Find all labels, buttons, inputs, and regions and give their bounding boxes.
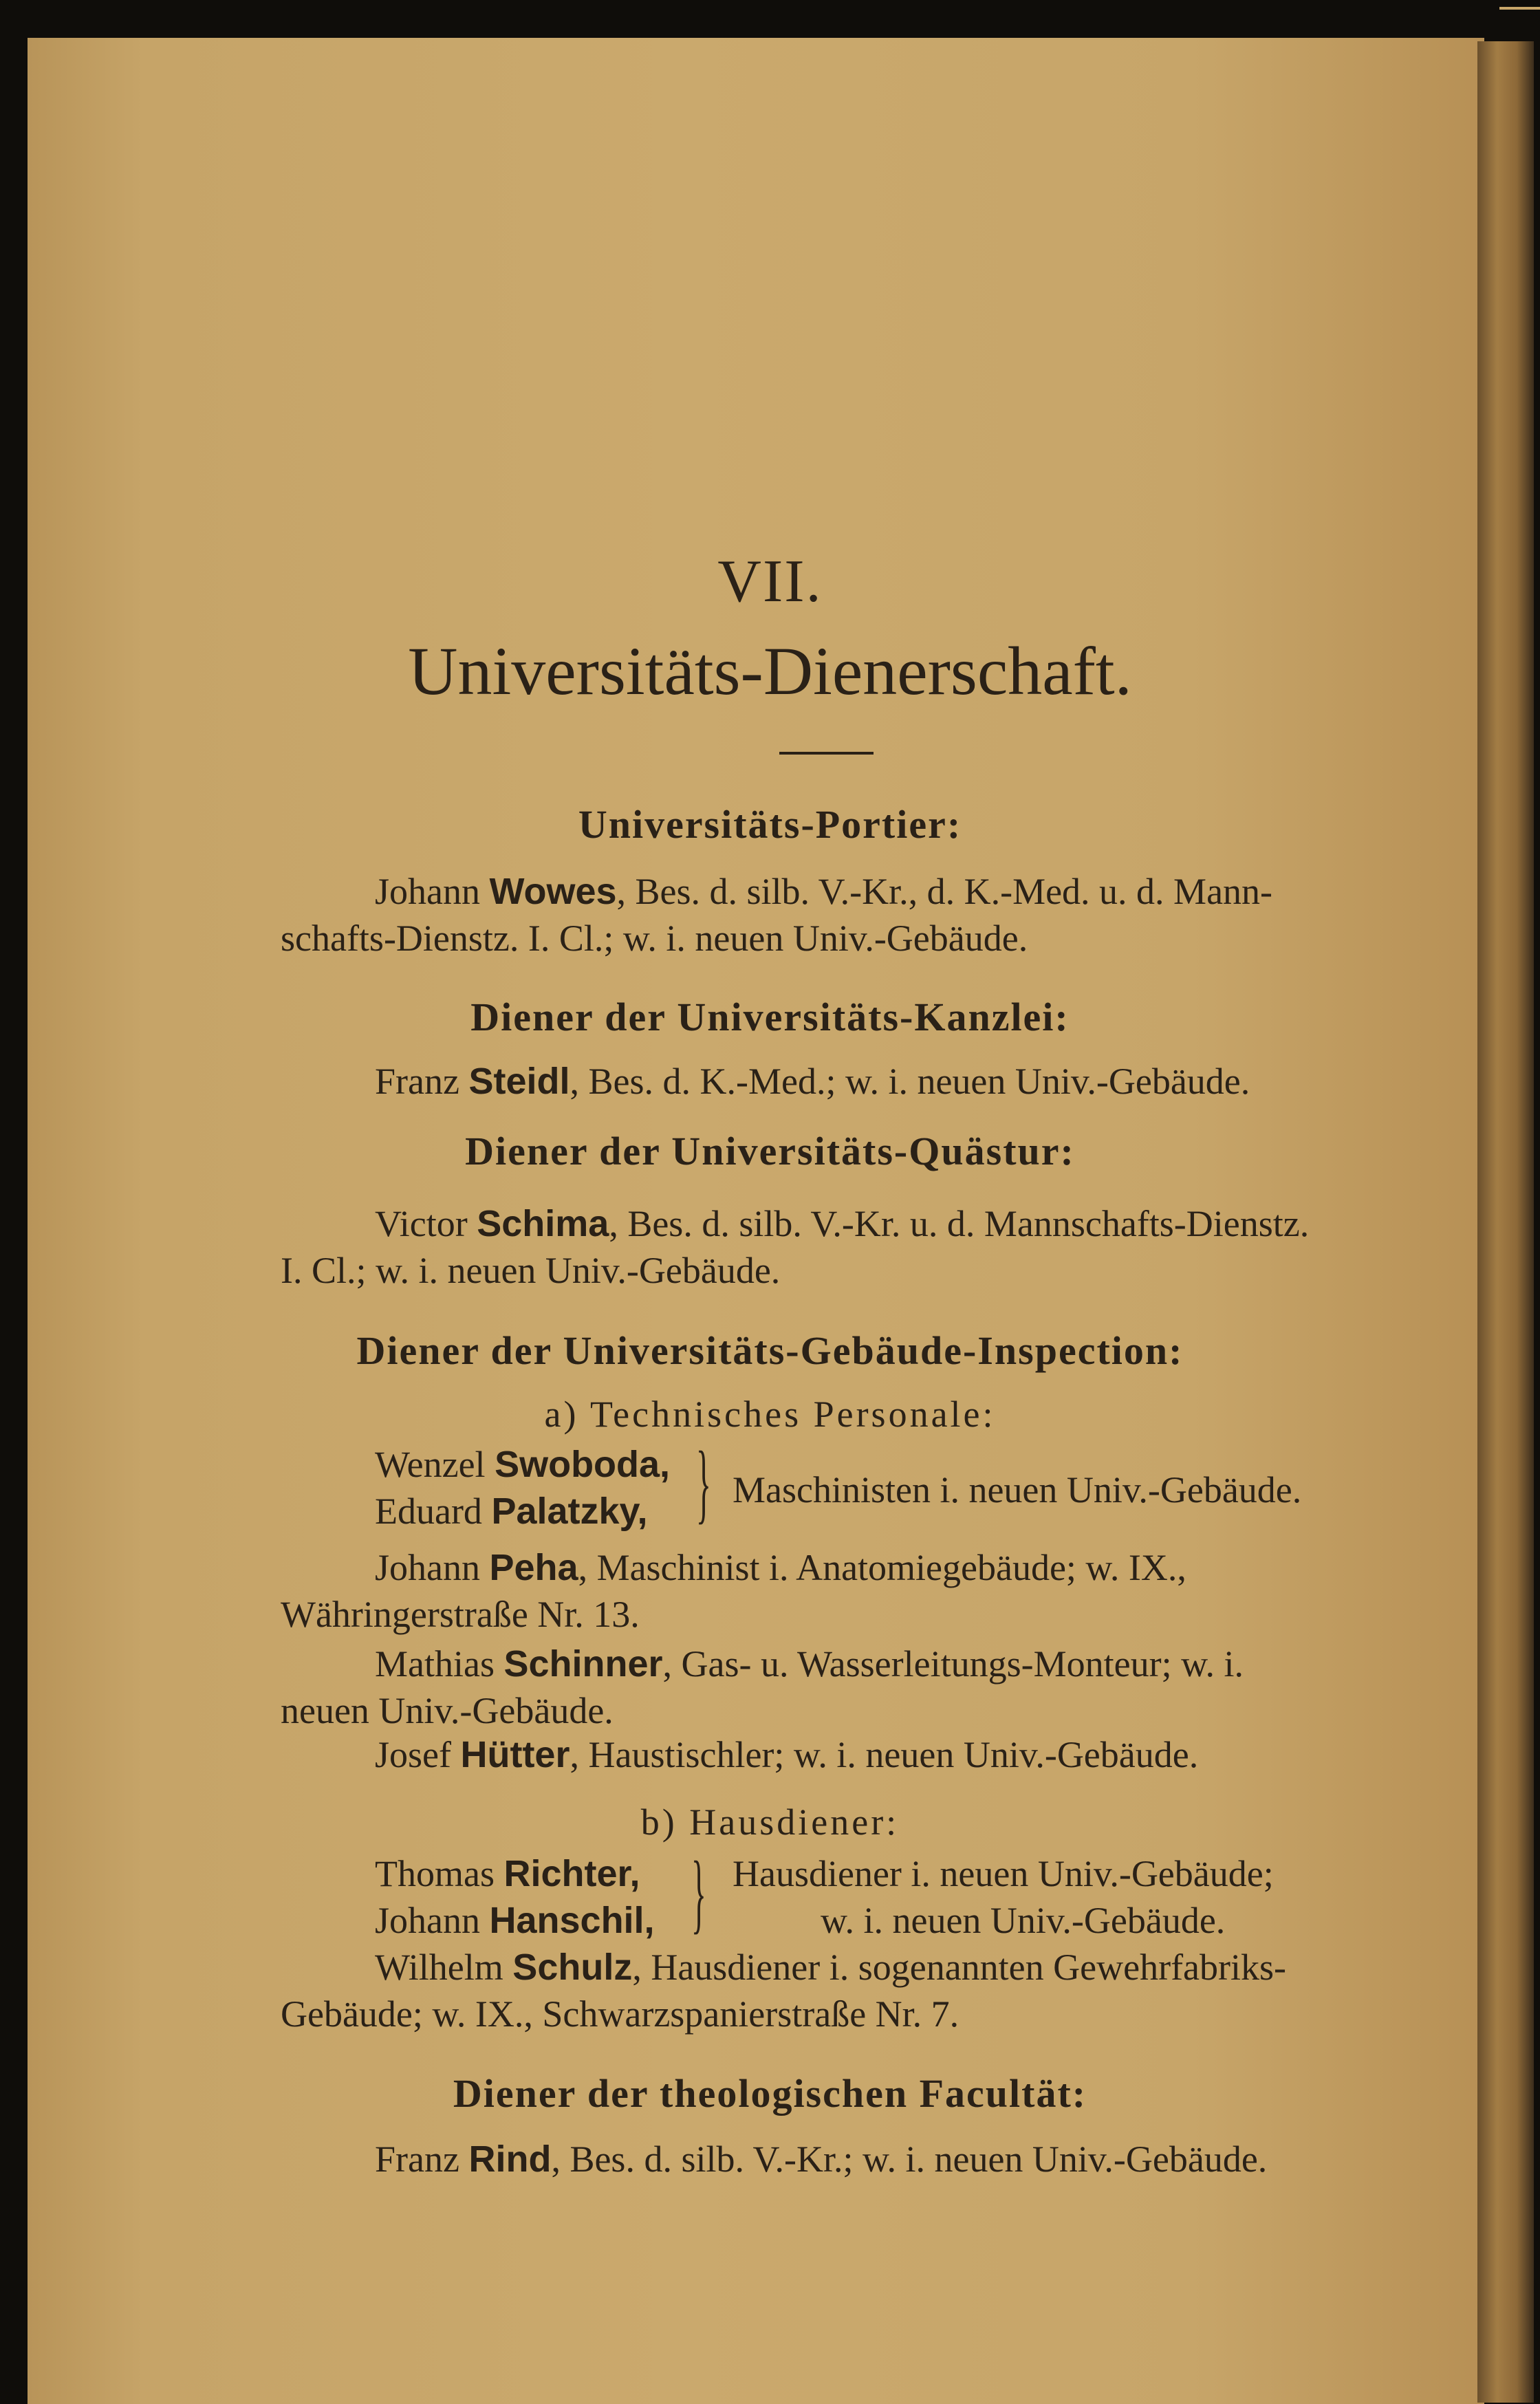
entry-portier (281, 868, 1374, 962)
entry-text: , Bes. d. silb. V.-Kr., d. K.-Med. u. d. Mann- (616, 871, 1273, 912)
subsection-technisch: a) Technisches Personale: (544, 1394, 996, 1435)
section-heading-inspection: Diener der Universitäts-Gebäude-Inspection: (356, 1328, 1184, 1373)
first-name: Johann (375, 1900, 480, 1941)
entry-line (281, 1544, 1374, 1591)
subsection-hausdiener: b) Hausdiener: (640, 1801, 900, 1843)
entry-line (281, 1944, 1374, 1991)
first-name: Wenzel (375, 1444, 486, 1485)
group-maschinisten-names (375, 1441, 670, 1535)
entry-line (281, 1731, 1374, 1778)
grouping-brace: } (691, 1843, 706, 1942)
entry-text: , Haustischler; w. i. neuen Univ.-Gebäude. (570, 1734, 1199, 1775)
entry-text: , Hausdiener i. sogenannten Gewehrfabriks- (632, 1947, 1286, 1988)
entry-schinner (281, 1640, 1374, 1734)
group-hausdiener-desc (733, 1850, 1274, 1944)
surname: Palatzky, (491, 1491, 648, 1532)
surname: Peha (489, 1547, 578, 1588)
entry-line (281, 1200, 1374, 1247)
group-line (375, 1897, 655, 1944)
entry-text: , Bes. d. silb. V.-Kr. u. d. Mannschafts-Dienstz. (609, 1203, 1310, 1244)
first-name: Johann (375, 871, 480, 912)
first-name: Mathias (375, 1643, 495, 1685)
entry-kanzlei (281, 1058, 1374, 1105)
first-name: Thomas (375, 1853, 495, 1894)
entry-line (281, 1640, 1374, 1687)
first-name: Eduard (375, 1491, 482, 1532)
entry-line: Währingerstraße Nr. 13. (281, 1594, 640, 1635)
surname: Steidl (468, 1061, 570, 1102)
first-name: Franz (375, 2138, 459, 2180)
first-name: Victor (375, 1203, 468, 1244)
first-name: Josef (375, 1734, 451, 1775)
group-desc-line: Hausdiener i. neuen Univ.-Gebäude; (733, 1853, 1274, 1894)
group-hausdiener-names (375, 1850, 655, 1944)
entry-line: neuen Univ.-Gebäude. (281, 1690, 614, 1731)
surname: Richter, (503, 1853, 640, 1894)
surname: Schulz (512, 1947, 633, 1988)
surname: Rind (468, 2138, 552, 2180)
surname: Hanschil, (489, 1900, 655, 1941)
entry-line (281, 1058, 1374, 1105)
section-heading-theologie: Diener der theologischen Facultät: (453, 2071, 1087, 2116)
page-edge (1477, 41, 1534, 2403)
entry-line: Gebäude; w. IX., Schwarzspanierstraße Nr. 7. (281, 1993, 959, 2035)
chapter-title: Universitäts-Dienerschaft. (408, 633, 1132, 709)
entry-line (281, 2136, 1374, 2183)
entry-text: , Gas- u. Wasserleitungs-Monteur; w. i. (662, 1643, 1244, 1685)
group-desc-line: w. i. neuen Univ.-Gebäude. (821, 1900, 1226, 1941)
surname: Hütter (460, 1734, 570, 1775)
entry-theologie (281, 2136, 1374, 2183)
title-divider (779, 752, 874, 755)
entry-line: I. Cl.; w. i. neuen Univ.-Gebäude. (281, 1250, 781, 1291)
section-heading-quaestur: Diener der Universitäts-Quästur: (465, 1129, 1075, 1173)
first-name: Franz (375, 1061, 459, 1102)
section-heading-kanzlei: Diener der Universitäts-Kanzlei: (470, 995, 1070, 1039)
grouping-brace: } (696, 1433, 711, 1533)
group-line (375, 1850, 655, 1897)
entry-line: schafts-Dienstz. I. Cl.; w. i. neuen Univ.-Gebäude. (281, 918, 1028, 959)
group-line (375, 1441, 670, 1488)
entry-quaestur (281, 1200, 1374, 1294)
chapter-number: VII. (717, 548, 823, 615)
first-name: Wilhelm (375, 1947, 503, 1988)
surname: Schima (477, 1203, 609, 1244)
group-maschinisten-desc: Maschinisten i. neuen Univ.-Gebäude. (733, 1469, 1302, 1510)
group-line (375, 1488, 670, 1535)
scan-mark (1499, 7, 1540, 10)
surname: Swoboda, (495, 1444, 671, 1485)
entry-text: , Bes. d. K.-Med.; w. i. neuen Univ.-Gebäude. (570, 1061, 1250, 1102)
surname: Schinner (503, 1643, 663, 1685)
entry-text: , Bes. d. silb. V.-Kr.; w. i. neuen Univ.-Gebäude. (551, 2138, 1268, 2180)
surname: Wowes (489, 871, 617, 912)
entry-schulz (281, 1944, 1374, 2037)
entry-line (281, 868, 1374, 915)
entry-huetter (281, 1731, 1374, 1778)
entry-peha (281, 1544, 1374, 1638)
section-heading-portier: Universitäts-Portier: (578, 802, 962, 847)
entry-text: , Maschinist i. Anatomiegebäude; w. IX., (578, 1547, 1186, 1588)
first-name: Johann (375, 1547, 480, 1588)
